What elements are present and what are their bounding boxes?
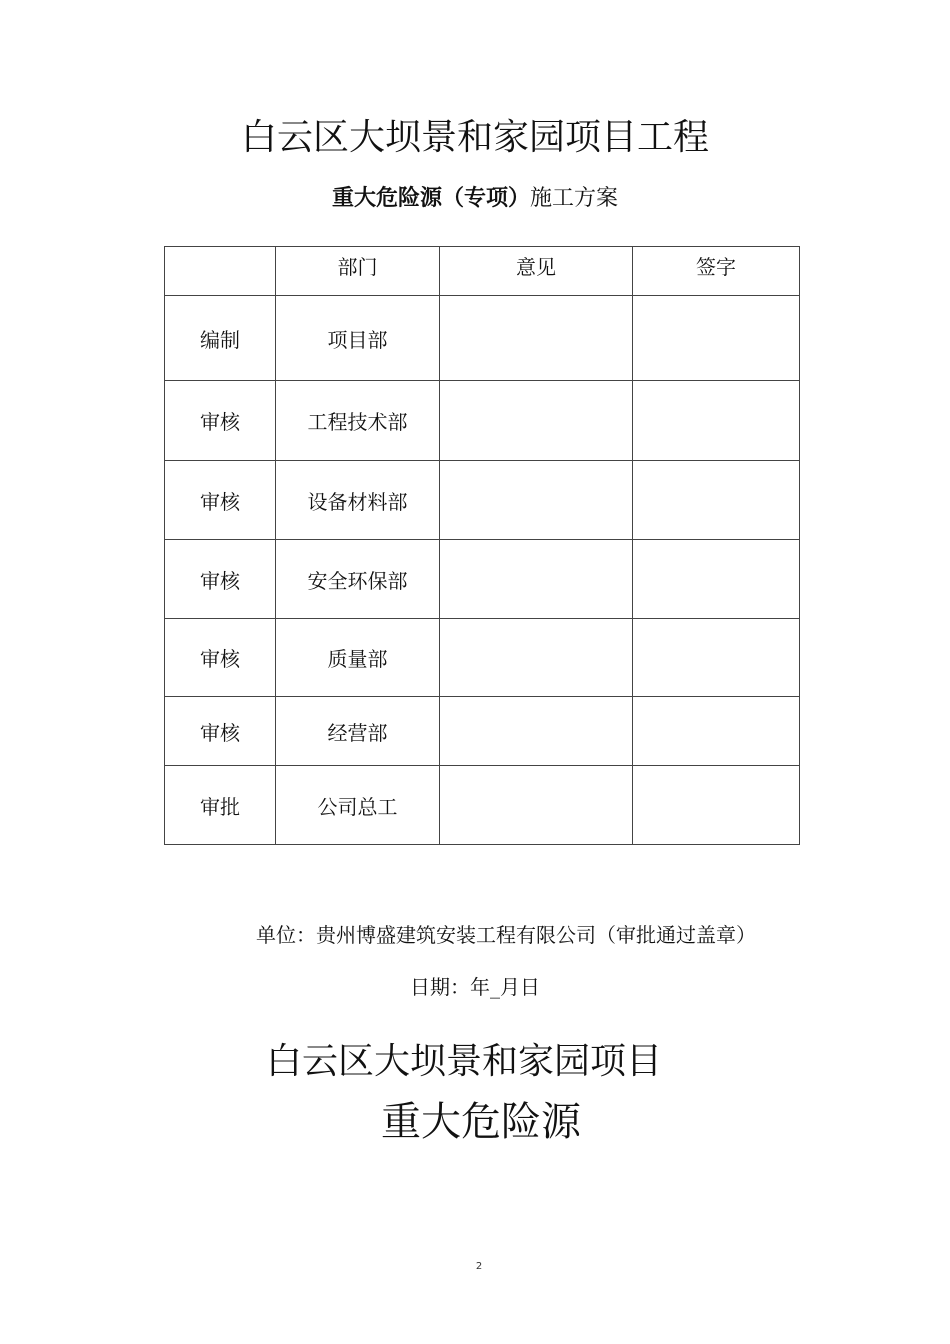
signature-cell	[633, 461, 800, 540]
header-cell-department: 部门	[276, 247, 440, 296]
signature-cell	[633, 766, 800, 845]
role-cell: 审核	[165, 619, 276, 697]
cover-title-line1: 白云区大坝景和家园项目	[265, 1041, 662, 1082]
table-row	[165, 540, 800, 619]
role-cell: 审核	[165, 461, 276, 540]
role-cell: 审核	[165, 540, 276, 619]
date-line: 日期：年_月日	[410, 975, 540, 999]
header-cell-opinion: 意见	[440, 247, 633, 296]
approval-table	[164, 246, 800, 845]
subtitle-rest-part: 施工方案	[530, 186, 619, 211]
table-row	[165, 461, 800, 540]
header-cell-signature: 签字	[633, 247, 800, 296]
cover-title-line2: 重大危险源	[381, 1099, 581, 1145]
signature-cell	[633, 697, 800, 766]
signature-cell	[633, 296, 800, 381]
document-subtitle	[0, 182, 950, 216]
department-cell: 工程技术部	[276, 381, 440, 461]
role-cell: 审核	[165, 697, 276, 766]
signature-cell	[633, 619, 800, 697]
header-cell-empty	[165, 247, 276, 296]
department-cell: 安全环保部	[276, 540, 440, 619]
opinion-cell	[440, 461, 633, 540]
opinion-cell	[440, 381, 633, 461]
opinion-cell	[440, 540, 633, 619]
table-row	[165, 296, 800, 381]
department-cell: 质量部	[276, 619, 440, 697]
table-row	[165, 381, 800, 461]
department-cell: 经营部	[276, 697, 440, 766]
table-row	[165, 766, 800, 845]
signature-cell	[633, 540, 800, 619]
document-title: 白云区大坝景和家园项目工程	[240, 117, 709, 158]
subtitle-bold-part: 重大危险源（专项）	[331, 186, 530, 211]
signature-cell	[633, 381, 800, 461]
unit-line: 单位：贵州博盛建筑安装工程有限公司（审批通过盖章）	[256, 923, 756, 947]
opinion-cell	[440, 697, 633, 766]
opinion-cell	[440, 296, 633, 381]
opinion-cell	[440, 766, 633, 845]
department-cell: 项目部	[276, 296, 440, 381]
page-number: 2	[475, 1261, 483, 1272]
role-cell: 审核	[165, 381, 276, 461]
department-cell: 公司总工	[276, 766, 440, 845]
table-header-row	[165, 247, 800, 296]
table-row	[165, 697, 800, 766]
role-cell: 审批	[165, 766, 276, 845]
opinion-cell	[440, 619, 633, 697]
department-cell: 设备材料部	[276, 461, 440, 540]
role-cell: 编制	[165, 296, 276, 381]
table-row	[165, 619, 800, 697]
